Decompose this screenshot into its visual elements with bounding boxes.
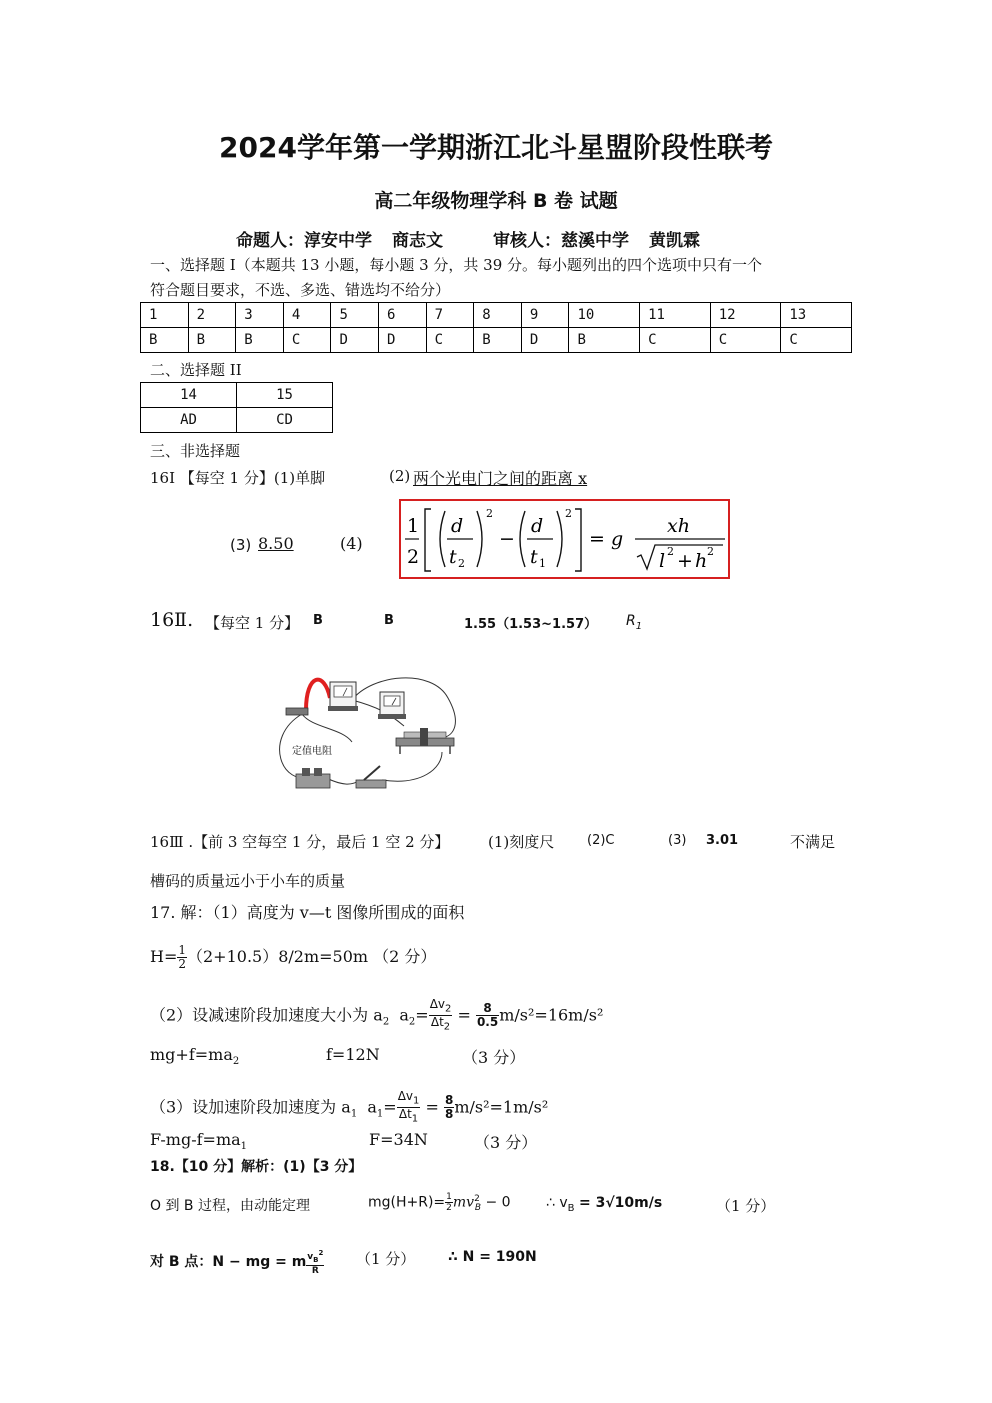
svg-text:t: t [449,546,457,568]
q16-2-label: 16Ⅱ. [150,609,194,631]
svg-text:2: 2 [707,545,714,558]
q18-vb-value: = 3√10m/s [578,1195,663,1211]
q16-2-answer-3: 1.55（1.53~1.57） [464,617,598,632]
q17-line4a: $mg+f=ma_2$ [150,1045,240,1068]
q16-2-answer-1: B [313,613,323,628]
circuit-diagram [272,668,468,796]
q16-2-answer-4 [626,613,642,632]
table-cell: 12 [710,303,781,328]
svg-text:h: h [695,550,708,572]
table-cell: B [236,328,284,353]
q17-line3-text: （2）设减速阶段加速度大小为 a [150,1005,383,1025]
table-row [141,328,852,353]
q17-line6b: F=34N [369,1130,428,1149]
svg-text:1: 1 [407,515,420,537]
q18-vb-label: ∴ v [546,1195,568,1211]
resistor-label: 定值电阻 [292,746,332,757]
q18-energy-text: mg(H+R)= [368,1194,446,1211]
svg-text:2: 2 [486,507,493,520]
table-cell: B [141,328,189,353]
table-cell: 5 [331,303,379,328]
q16-3-label: 16Ⅲ .【前 3 空每空 1 分，最后 1 空 2 分】 [150,833,450,851]
q18-centripetal-fraction: $\frac{v_B^2}{R}$ [307,1249,324,1276]
exam-title: 2024学年第一学期浙江北斗星盟阶段性联考 [219,131,773,164]
svg-text:2: 2 [458,557,465,570]
resistor-subscript: 1 [635,620,643,632]
kinematics-formula [401,501,728,577]
q16-1-label: 16I 【每空 1 分】(1)单脚 [150,469,326,487]
q18-line2c: ∴ $v_B = 3√10m/s$ [546,1195,663,1214]
table-cell: 1 [141,303,189,328]
svg-text:=: = [589,528,605,550]
table-cell: C [426,328,474,353]
q16-2-answer-2: B [384,613,394,628]
q16-3-answer-1: (1)刻度尺 [488,833,555,851]
svg-text:1: 1 [539,557,546,570]
exam-subtitle: 高二年级物理学科 B 卷 试题 [374,190,618,212]
table-cell: 6 [379,303,427,328]
q17-line6a: $F-mg-f=ma_1$ [150,1130,248,1153]
q17-line6c: （3 分） [474,1133,538,1152]
table-cell: 13 [781,303,852,328]
accel-value-fraction: $\frac{8}{8}$ [444,1093,454,1122]
svg-text:2: 2 [667,545,674,558]
author-label: 命题人：淳安中学 [236,231,372,251]
q18-line2e: （1 分） [716,1197,776,1215]
svg-text:xh: xh [667,515,690,537]
reviewer-label: 审核人：慈溪中学 [493,231,629,251]
table-cell: 10 [569,303,640,328]
table-cell: D [521,328,569,353]
answer-table-2 [140,382,333,433]
q16-3-answer-3-label: (3) [668,833,687,848]
q16-1-part3-label: (3) [230,536,252,554]
q17-line1: 17. 解：（1）高度为 v—t 图像所围成的面积 [150,903,465,922]
section3-heading: 三、非选择题 [150,442,241,460]
svg-text:d: d [451,515,464,537]
q18-line3c: ∴ N = 190N [448,1249,537,1265]
table-row [141,383,333,408]
q17-line4c: （3 分） [462,1048,526,1067]
table-cell: 11 [640,303,711,328]
q16-3-answer-3: 3.01 [706,833,739,848]
decel-value-fraction: $\frac{8}{0.5}$ [476,1001,499,1030]
table-cell: C [710,328,781,353]
q17-line2: H= $\frac{1}{2}$ （2+10.5）8/2m=50m （2 分） [150,943,437,971]
q17-line5-text: （3）设加速阶段加速度为 a [150,1097,351,1117]
table-cell: CD [237,408,333,433]
table-cell: D [331,328,379,353]
q17-line5-tail: m/s²=1m/s² [454,1097,549,1117]
q16-2-points: 【每空 1 分】 [205,614,300,632]
table-cell: 4 [283,303,331,328]
table-cell: B [569,328,640,353]
formula-box [399,499,730,579]
accel-fraction: $\frac{\Delta v_1}{\Delta t_1}$ [397,1089,420,1125]
svg-text:−: − [499,528,515,550]
table-cell: 3 [236,303,284,328]
section2-heading: 二、选择题 II [150,361,242,379]
svg-text:d: d [531,515,544,537]
resistor-symbol: R [626,613,636,629]
half-fraction: $\frac{1}{2}$ [178,943,186,971]
section1-line2: 符合题目要求，不选、多选、错选均不给分） [150,281,451,299]
section1-line1: 一、选择题 I（本题共 13 小题，每小题 3 分，共 39 分。每小题列出的四个选项中只有一个 [150,256,763,274]
svg-text:l: l [659,550,666,572]
q16-3-answer-4: 不满足 [790,833,836,851]
q17-line4b: f=12N [326,1045,380,1064]
q17-line2-text: （2+10.5）8/2m=50m （2 分） [187,947,437,966]
q16-1-part2-label: (2) [389,467,411,485]
table-cell: D [379,328,427,353]
q16-1-part4-label: (4) [340,534,363,553]
table-cell: C [640,328,711,353]
table-cell: B [474,328,522,353]
svg-text:+: + [677,550,693,572]
q16-3-answer-2: (2)C [587,833,615,848]
q18-line3a [150,1248,324,1276]
q18-half-fraction: $\frac{1}{2}$ [446,1192,452,1213]
table-cell: 7 [426,303,474,328]
reviewer-name: 黄凯霖 [649,231,700,251]
table-cell: C [781,328,852,353]
svg-text:2: 2 [407,546,420,568]
q18-line3b: （1 分） [356,1250,416,1268]
table-cell: 15 [237,383,333,408]
decel-fraction: $\frac{\Delta v_2}{\Delta t_2}$ [429,997,452,1033]
table-cell: 8 [474,303,522,328]
q16-1-part2-answer: 两个光电门之间的距离 x [413,469,588,488]
q18-line1: 18.【10 分】解析：(1)【3 分】 [150,1159,363,1175]
q17-line5: （3）设加速阶段加速度为 $a_1$ $a_1=$ $\frac{\Delta v_1}{\Delta t_1}$ = $\frac{8}{8}$ m/s²=1m/s² [150,1089,549,1125]
svg-text:g: g [611,528,624,550]
table-cell: C [283,328,331,353]
table-cell: 9 [521,303,569,328]
author-line [236,226,720,251]
table-cell: 14 [141,383,237,408]
q18-force-text: 对 B 点：N − mg = m [150,1253,307,1270]
author-name: 商志文 [392,231,443,251]
table-row [141,303,852,328]
table-cell: AD [141,408,237,433]
q17-line4a-text: mg+f=ma [150,1045,233,1064]
q16-3-answer-4-cont: 槽码的质量远小于小车的质量 [150,872,346,890]
table-cell: B [188,328,236,353]
table-row [141,408,333,433]
svg-text:t: t [530,546,538,568]
svg-text:2: 2 [565,507,572,520]
table-cell: 2 [188,303,236,328]
q17-line3: （2）设减速阶段加速度大小为 $a_2$ $a_2=$ $\frac{\Delta v_2}{\Delta t_2}$ = $\frac{8}{0.5}$ m/s²=16m/s² [150,997,604,1033]
q18-line2a: O 到 B 过程，由动能定理 [150,1198,310,1214]
q18-line2b: mg(H+R)= $\frac{1}{2}$ $mv^2_B - 0$ [368,1192,511,1214]
q17-line6a-text: F-mg-f=ma [150,1130,241,1149]
q17-line3-tail: m/s²=16m/s² [499,1005,604,1025]
answer-table-1 [140,302,852,353]
q16-1-part3-answer: 8.50 [258,534,294,553]
